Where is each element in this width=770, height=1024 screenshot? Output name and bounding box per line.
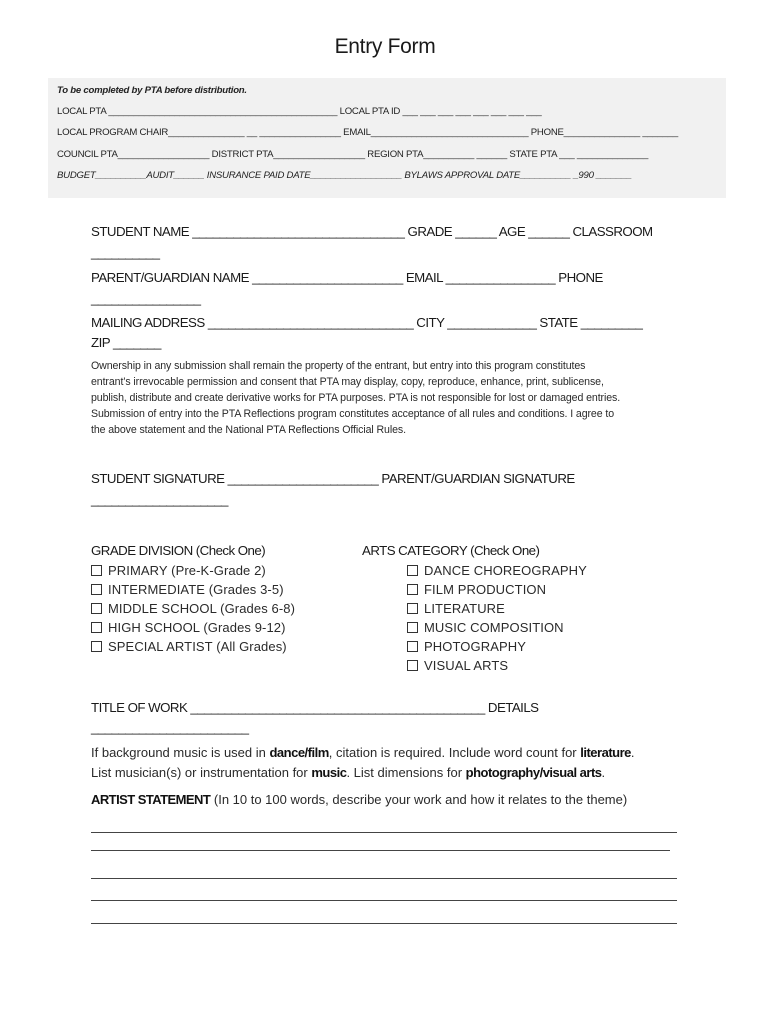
consent-line: entrant’s irrevocable permission and consent that PTA may display, copy, reproduce, enhance, print, sublicense, bbox=[91, 375, 604, 388]
council-pta-line[interactable]: COUNCIL PTA__________________ DISTRICT PTA__________________ REGION PTA__________ ______ STATE PTA ___ ______________ bbox=[57, 149, 649, 160]
grade-option[interactable]: MIDDLE SCHOOL (Grades 6-8) bbox=[91, 601, 295, 616]
emphasis: dance/film bbox=[269, 745, 329, 760]
grade-option[interactable]: INTERMEDIATE (Grades 3-5) bbox=[91, 582, 284, 597]
pta-note: To be completed by PTA before distribution. bbox=[57, 85, 247, 96]
checkbox[interactable] bbox=[407, 660, 418, 671]
mailing-address-row[interactable]: MAILING ADDRESS ______________________________ CITY _____________ STATE _________ bbox=[91, 315, 643, 330]
category-option[interactable]: DANCE CHOREOGRAPHY bbox=[407, 563, 587, 578]
checkbox[interactable] bbox=[91, 641, 102, 652]
artist-statement-label: ARTIST STATEMENT bbox=[91, 792, 211, 807]
category-option[interactable]: MUSIC COMPOSITION bbox=[407, 620, 564, 635]
checkbox[interactable] bbox=[91, 603, 102, 614]
instructions-line-2: List musician(s) or instrumentation for music. List dimensions for photography/visual arts. bbox=[91, 765, 606, 780]
statement-line[interactable] bbox=[91, 832, 677, 833]
consent-statement bbox=[91, 359, 691, 439]
consent-line: the above statement and the National PTA Reflections Official Rules. bbox=[91, 423, 406, 436]
emphasis: music bbox=[311, 765, 347, 780]
local-pta-line[interactable]: LOCAL PTA _____________________________________________ LOCAL PTA ID ___ ___ ___ ___ ___ ___ ___ ___ bbox=[57, 106, 542, 117]
statement-line[interactable] bbox=[91, 850, 670, 851]
emphasis: photography/visual arts bbox=[465, 765, 602, 780]
consent-line: Ownership in any submission shall remain the property of the entrant, but entry into this program constitutes bbox=[91, 360, 586, 372]
instructions-line-1: If background music is used in dance/film, citation is required. Include word count for literature. bbox=[91, 745, 635, 760]
artist-statement-hint: (In 10 to 100 words, describe your work and how it relates to the theme) bbox=[210, 792, 628, 807]
category-option[interactable]: PHOTOGRAPHY bbox=[407, 639, 526, 654]
student-name-row[interactable]: STUDENT NAME _______________________________ GRADE ______ AGE ______ CLASSROOM bbox=[91, 224, 653, 239]
budget-line[interactable]: BUDGET__________AUDIT______ INSURANCE PAID DATE__________________ BYLAWS APPROVAL DATE__________ _990 _______ bbox=[57, 170, 632, 181]
artist-statement-heading bbox=[91, 792, 627, 807]
checkbox[interactable] bbox=[91, 584, 102, 595]
signature-row[interactable]: STUDENT SIGNATURE ______________________ PARENT/GUARDIAN SIGNATURE bbox=[91, 471, 575, 486]
statement-line[interactable] bbox=[91, 900, 677, 901]
checkbox[interactable] bbox=[407, 603, 418, 614]
page-title: Entry Form bbox=[334, 35, 436, 58]
checkbox[interactable] bbox=[407, 584, 418, 595]
consent-line: publish, distribute and create derivative works for PTA purposes. PTA is not responsible for lost or damaged entries. bbox=[91, 391, 621, 404]
emphasis: literature bbox=[580, 745, 631, 760]
grade-option[interactable]: SPECIAL ARTIST (All Grades) bbox=[91, 639, 287, 654]
title-of-work-row[interactable]: TITLE OF WORK ___________________________________________ DETAILS bbox=[91, 700, 539, 715]
zip-field[interactable]: ZIP _______ bbox=[91, 335, 161, 350]
category-option[interactable]: VISUAL ARTS bbox=[407, 658, 508, 673]
details-field[interactable]: _______________________ bbox=[91, 720, 249, 735]
phone-field[interactable]: ________________ bbox=[91, 291, 201, 306]
pta-use-section bbox=[48, 78, 726, 198]
checkbox[interactable] bbox=[91, 622, 102, 633]
parent-signature-field[interactable]: ____________________ bbox=[91, 492, 228, 507]
category-option[interactable]: FILM PRODUCTION bbox=[407, 582, 546, 597]
checkbox[interactable] bbox=[407, 641, 418, 652]
arts-category-heading: ARTS CATEGORY (Check One) bbox=[362, 543, 540, 558]
classroom-field[interactable]: __________ bbox=[91, 245, 160, 260]
statement-line[interactable] bbox=[91, 923, 677, 924]
grade-division-heading: GRADE DIVISION (Check One) bbox=[91, 543, 266, 558]
statement-line[interactable] bbox=[91, 878, 677, 879]
consent-line: Submission of entry into the PTA Reflections program constitutes acceptance of all rules and conditions. I agree to bbox=[91, 407, 614, 420]
checkbox[interactable] bbox=[407, 622, 418, 633]
parent-guardian-row[interactable]: PARENT/GUARDIAN NAME ______________________ EMAIL ________________ PHONE bbox=[91, 270, 603, 285]
grade-option[interactable]: HIGH SCHOOL (Grades 9-12) bbox=[91, 620, 286, 635]
checkbox[interactable] bbox=[407, 565, 418, 576]
grade-option[interactable]: PRIMARY (Pre-K-Grade 2) bbox=[91, 563, 266, 578]
checkbox[interactable] bbox=[91, 565, 102, 576]
program-chair-line[interactable]: LOCAL PROGRAM CHAIR_______________ __ ________________ EMAIL_______________________________ PHONE_______________ _______ bbox=[57, 127, 678, 138]
category-option[interactable]: LITERATURE bbox=[407, 601, 505, 616]
